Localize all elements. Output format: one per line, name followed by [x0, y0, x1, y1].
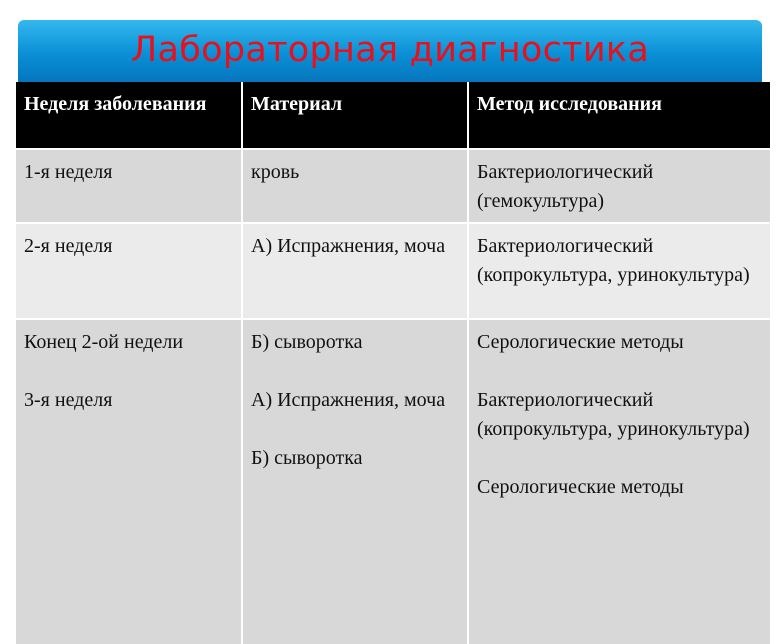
cell-week: 2-я неделя [16, 223, 242, 319]
table-row [16, 149, 770, 223]
cell-material: кровь [242, 149, 468, 223]
cell-method: Бактериологический (гемокультура) [468, 149, 770, 223]
header-method: Метод исследования [468, 82, 770, 149]
table-row [16, 223, 770, 319]
diagnostics-table [16, 82, 770, 644]
cell-material: Б) сыворотка А) Испражнения, моча Б) сыворотка [242, 319, 468, 644]
header-material: Материал [242, 82, 468, 149]
title-bar [18, 20, 762, 82]
cell-week: 1-я неделя [16, 149, 242, 223]
cell-material: А) Испражнения, моча [242, 223, 468, 319]
cell-method: Бактериологический (копрокультура, уринокультура) [468, 223, 770, 319]
cell-week: Конец 2-ой недели 3-я неделя [16, 319, 242, 644]
header-week: Неделя заболевания [16, 82, 242, 149]
cell-method: Серологические методы Бактериологический (копрокультура, уринокультура) Серологические методы [468, 319, 770, 644]
slide-title: Лабораторная диагностика [130, 30, 650, 70]
table-row [16, 319, 770, 644]
table-header-row [16, 82, 770, 149]
